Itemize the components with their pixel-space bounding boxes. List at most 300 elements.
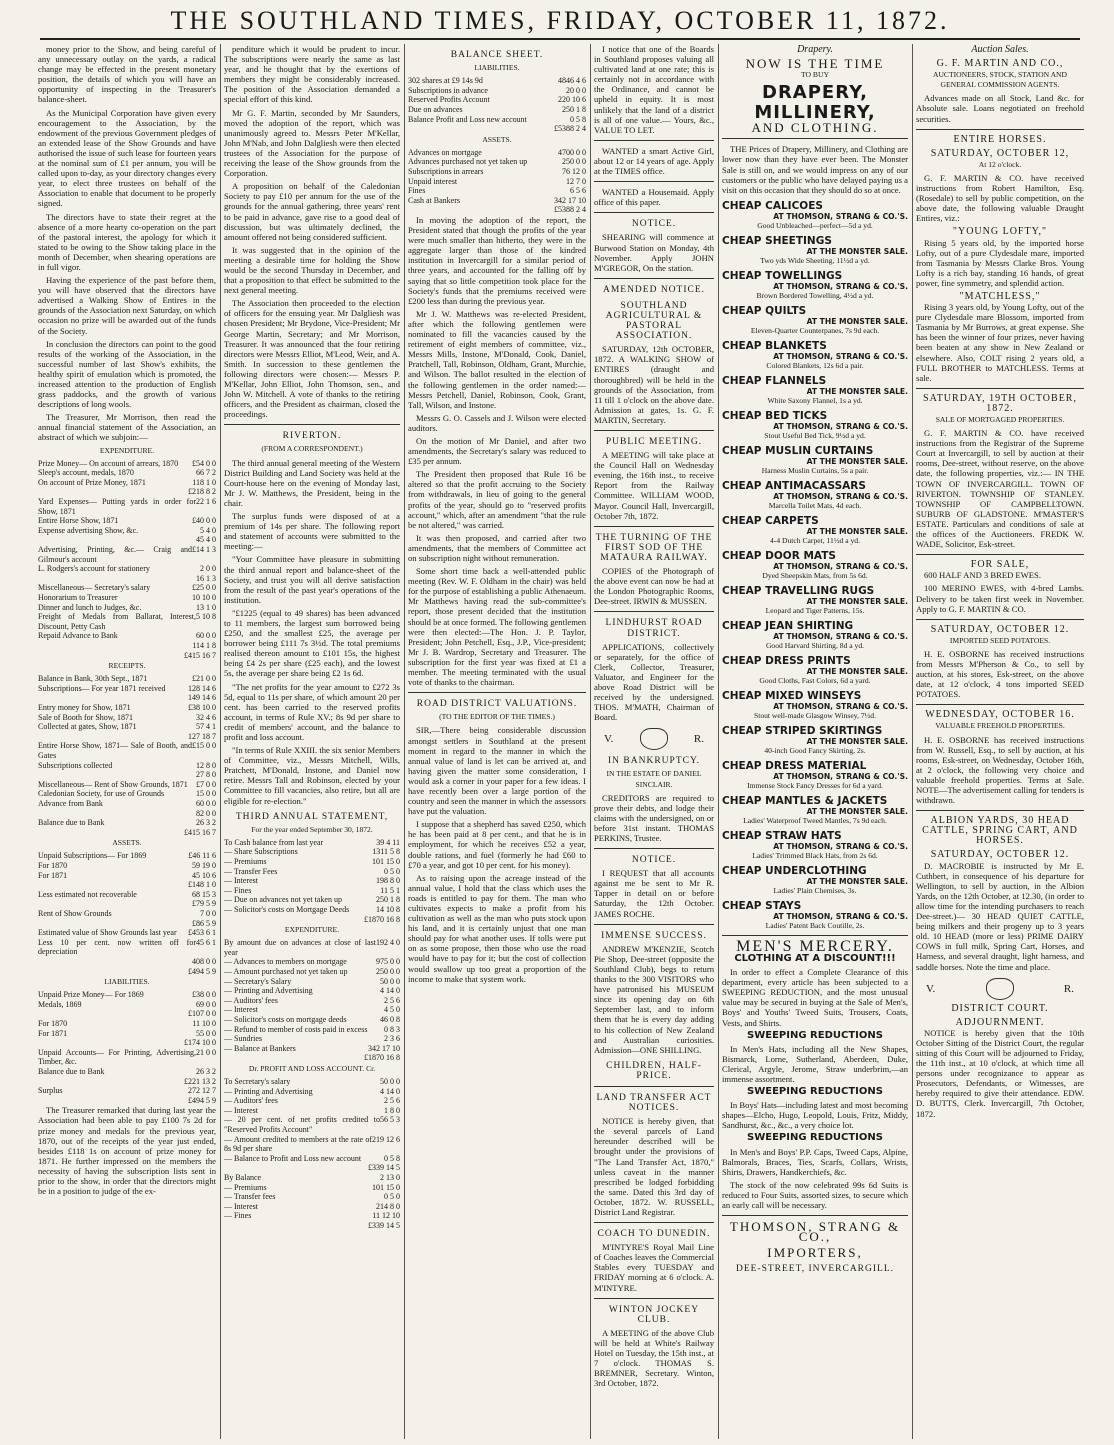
paragraph: The directors have to state their regret at the absence of a more hearty co-operation on the part of the pastoral interest, the apology for which it stated to be owing to the Show taking place in the month of December, when shearing operations are in full vigor.	[38, 211, 216, 272]
sale-time: At 12 o'clock.	[978, 159, 1022, 169]
account-row	[408, 95, 586, 105]
divider	[594, 181, 714, 182]
account-row	[38, 631, 216, 641]
divider	[916, 388, 1084, 389]
account-label: Miscellaneous— Rent of Show Grounds, 1871	[38, 779, 188, 789]
drapery-item-desc: Ladies' Patent Back Coutille, 2s.	[765, 920, 865, 930]
account-label: — Secretary's Salary	[224, 976, 292, 986]
account-row	[38, 478, 216, 488]
account-row	[38, 899, 216, 909]
account-amount: 26 3 2	[196, 818, 216, 828]
account-amount: £174 10 0	[184, 1038, 216, 1048]
assets-table	[38, 851, 216, 976]
treasurer-remarks: The Treasurer remarked that during last year the Association had been able to pay £100 7s 2d for prize money and medals for the previous year, 1870, out of the receipts of the year just ended, besides £118 1s on account of prize money for 1871. He further impressed on the members the necessity of having the subscription lists sent in prior to the show, in order that the directors might be in a position to judge of the ex-	[38, 1105, 216, 1197]
drapery-item-desc: 40-inch Good Fancy Skirting, 2s.	[764, 745, 866, 755]
adjournment-body: NOTICE is hereby given that the 10th October Sitting of the District Court, the regular sitting of this Court will be adjourned to Friday, the 11th inst., at 10 o'clock, at which time all persons under recognizance to appear as Prosecutors, Defendants, or Witnesses, are hereby required to give their attendance. EDW. D. BUTTS, Clerk. Invercargill, 7th October, 1872.	[916, 1027, 1084, 1119]
account-label: — Fines	[224, 885, 252, 895]
importers: IMPORTERS,	[767, 1245, 863, 1261]
children-heading: CHILDREN, HALF-PRICE.	[606, 1060, 702, 1081]
seed-heading: IMPORTED SEED POTATOES.	[949, 635, 1051, 645]
drapery-item-title: CHEAP CARPETS	[722, 514, 819, 527]
notice-heading: NOTICE.	[631, 855, 677, 866]
account-label: By Balance	[224, 1173, 262, 1183]
account-row	[38, 574, 216, 584]
account-row	[224, 1202, 400, 1212]
section-label: Auction Sales.	[971, 44, 1029, 55]
firm-address: DEE-STREET, INVERCARGILL.	[735, 1264, 895, 1275]
drapery-item-title: CHEAP BED TICKS	[722, 409, 828, 422]
drapery-item-where: AT THOMSON, STRANG & CO.'S.	[773, 351, 908, 361]
account-amount: 342 17 10	[368, 1043, 400, 1053]
drapery-item-where: AT THOMSON, STRANG & CO.'S.	[773, 491, 908, 501]
column-rule	[404, 44, 405, 1439]
coat-of-arms-icon	[640, 728, 668, 750]
account-row	[408, 205, 586, 215]
account-label: Subscriptions collected	[38, 760, 113, 770]
account-amount: 198 8 0	[376, 876, 400, 886]
account-row	[38, 684, 216, 694]
jockey-club-heading: WINTON JOCKEY CLUB.	[608, 1304, 700, 1325]
divider	[916, 619, 1084, 620]
account-amount: £339 14 5	[368, 1221, 400, 1230]
jockey-club-body: A MEETING of the above Club will be held at White's Railway Hotel on Tuesday, the 15th inst., at 7 o'clock. THOMAS S. BREMNER, Secretary. Winton, 3rd October, 1872.	[594, 1327, 714, 1389]
drapery-item-desc: Stout Useful Bed Tick, 9½d a yd.	[764, 430, 866, 440]
account-label: — Share Subscriptions	[224, 847, 298, 857]
riverton-subheading: (FROM A CORRESPONDENT.)	[261, 444, 363, 454]
royal-crest: V. R.	[604, 728, 704, 750]
auctioneer-subtitle: AUCTIONEERS, STOCK, STATION AND GENERAL COMMISSION AGENTS.	[932, 70, 1068, 90]
notice-heading: NOTICE.	[631, 219, 677, 230]
drapery-item-desc: Brown Bordered Towelling, 4½d a yd.	[756, 290, 874, 300]
account-row	[38, 497, 216, 516]
account-amount: 250 0 0	[376, 967, 400, 977]
meeting-report-text	[224, 44, 400, 419]
and-clothing: AND CLOTHING.	[751, 120, 879, 136]
account-label: Sale of Booth for Show, 1871	[38, 712, 134, 722]
account-label: — Fines	[224, 1211, 252, 1221]
horses-sale-body: G. F. MARTIN & CO. have received instructions from Robert Hamilton, Esq. (Rosedale) to sell by public competition, on the above date, the following valuable Draught Entires, viz.:	[916, 172, 1084, 224]
account-label: — Amount purchased not yet taken up	[224, 967, 348, 977]
account-label: — Interest	[224, 1105, 258, 1115]
account-row	[38, 1009, 216, 1019]
ewes-600: 600 HALF AND 3 BRED EWES.	[924, 570, 1041, 581]
account-label: Subscriptions in arrears	[408, 167, 484, 177]
account-amount: 0 5 0	[384, 1192, 400, 1202]
divider	[594, 140, 714, 141]
divider	[916, 810, 1084, 811]
sweeping-heading: SWEEPING REDUCTIONS	[747, 1086, 883, 1098]
firm-name: THOMSON, STRANG & CO.,	[729, 1219, 901, 1245]
account-amount: 5 10 8	[196, 612, 216, 622]
account-row	[38, 593, 216, 603]
drapery-item-title: CHEAP MUSLIN CURTAINS	[722, 444, 874, 457]
land-transfer-heading: LAND TRANSFER ACT NOTICES.	[596, 1092, 712, 1114]
account-row	[38, 516, 216, 526]
account-amount: 101 15 0	[372, 857, 400, 867]
account-row	[38, 722, 216, 732]
royal-crest: V. R.	[926, 978, 1074, 1000]
drapery-item-title: CHEAP TOWELLINGS	[722, 269, 843, 282]
account-row	[408, 115, 586, 125]
account-row	[38, 928, 216, 938]
land-transfer-body: NOTICE is hereby given, that the several parcels of Land hereunder described will be brought under the provisions of "The Land Transfer Act, 1870," unless caveat in the manner prescribed be lodged forbidding the same. Dated this 3rd day of October, 1872. W. RUSSELL, District Land Registrar.	[594, 1116, 714, 1217]
account-row	[38, 789, 216, 799]
account-amount: £54 0 0	[192, 458, 216, 468]
bankruptcy-heading: IN BANKRUPTCY.	[608, 756, 700, 767]
account-row	[38, 780, 216, 790]
account-label: Advances on mortgage	[408, 147, 482, 157]
account-label: Repaid Advance to Bank	[38, 631, 118, 641]
account-label: Less 10 per cent. now written off for depreciation	[38, 937, 196, 957]
account-label: For 1871	[38, 870, 68, 880]
letter-end: I notice that one of the Boards in Southland proposes valuing all cultivated land at one rate; this is certainly not in accordance with the Ordinance, and cannot be upheld in equity. It is most unlikely that the land of a district is all of one value.— Yours, &c., VALUE TO LET.	[594, 44, 714, 135]
account-amount: £38 0 0	[192, 990, 216, 1000]
drapery-item-desc: White Saxony Flannel, 1s a yd.	[767, 395, 863, 405]
drapery-item-title: CHEAP DRESS MATERIAL	[722, 759, 867, 772]
account-row	[38, 861, 216, 871]
mortgaged-body: G. F. MARTIN & CO. have received instructions from the Registrar of the Supreme Court at Invercargill, to sell by auction at their rooms, Dee-street, without reserve, on the above date, the following properties, viz.:— IN THE TOWN OF INVERCARGILL. TOWN OF RIVERTON. TOWNSHIP OF STANLEY. TOWNSHIP OF CAMPBELLTOWN. SUBURB OF GLADSTONE. M'MASTER'S ESTATE. Particulars and conditions of sale at the offices of the Auctioneers. FREDK W. WADE, Solicitor, Esk-street.	[916, 428, 1084, 550]
liabilities-heading: LIABILITIES.	[104, 977, 150, 987]
account-amount: 56 5 3	[380, 1115, 400, 1125]
balance-sheet-liabilities	[408, 76, 586, 134]
account-row	[38, 799, 216, 809]
account-row	[224, 1221, 400, 1231]
account-label: — Interest	[224, 1201, 258, 1211]
account-row	[38, 770, 216, 780]
paragraph: As the Municipal Corporation have given every encouragement to the Association, by the endowment of the previous Government pledges of an extended lease of the Show Grounds and have authorised the issue of such lease for fourteen years at the nominal sum of £1 per annum, you will be called upon to-day, as your directory changes every year, to elect three trustees on behalf of the Association to enable that document to be properly signed.	[38, 107, 216, 209]
wanted-ad: WANTED a Housemaid. Apply office of this paper.	[594, 187, 714, 208]
divider	[594, 212, 714, 213]
account-amount: 12 8 0	[196, 760, 216, 770]
account-label: — Amount credited to members at the rate of 8s 9d per share	[224, 1134, 372, 1154]
account-amount: 45 6 1	[196, 937, 216, 947]
paragraph: As to raising upon the acreage instead of the annual value, I hold that the class which uses the roads is entitled to pay for them. The man who cultivates expects to make a profit from his cultivation as well as the man who puts stock upon his land, and it is certainly unjust that one man should pay for what another uses. If tolls were put on as some propose, then those who use the road would have to pay for it; but the cost of collection would swallow up too great a proportion of the income to make that system work.	[408, 872, 586, 984]
expenditure-heading: EXPENDITURE.	[284, 925, 340, 935]
paragraph: Having the experience of the past before them, you will have observed that the directors have advertised a Walking Show of Entires in the grounds of the Association next Saturday, on which occasion no prize will be awarded out of the funds of the Society.	[38, 275, 216, 336]
account-row	[408, 157, 586, 167]
divider	[594, 848, 714, 849]
account-amount: 59 19 0	[192, 861, 216, 870]
column-5	[722, 44, 908, 1439]
account-amount: £86 5 9	[192, 918, 216, 928]
account-row	[38, 459, 216, 469]
account-row	[224, 876, 400, 886]
liabilities-heading: LIABILITIES.	[474, 63, 520, 73]
drapery-item-desc: Eleven-Quarter Counterpanes, 7s 9d each.	[750, 325, 880, 335]
sale-date: SATURDAY, OCTOBER 12.	[930, 623, 1070, 635]
drapery-item-desc: Harness Muslin Curtains, 5s a pair.	[761, 465, 869, 475]
account-amount: 250 1 8	[376, 895, 400, 905]
drapery-item-desc: Good Harvard Shirting, 8d a yd.	[765, 640, 865, 650]
account-amount: 4846 4 6	[558, 76, 586, 86]
drapery-item-title: CHEAP CALICOES	[722, 199, 823, 212]
drapery-item-where: AT THE MONSTER SALE.	[806, 246, 908, 256]
drapery-item-desc: 4-4 Dutch Carpet, 11½d a yd.	[770, 535, 860, 545]
seed-body: H. E. OSBORNE has received instructions from Messrs M'Pherson & Co., to sell by auction, at his stores, Esk-street, on the above date, at 12 o'clock, 4 tons imported SEED POTATOES.	[916, 648, 1084, 700]
account-label: Medals, 1869	[38, 999, 82, 1009]
account-amount: 14 10 8	[376, 905, 400, 914]
paragraph: I suppose that a shepherd has saved £250, which he has been paid at 8 per cent., and that he is in employment, for which he receives £52 a year, double rations, and fuel (formerly he had £60 to £70 a year, and got 10 per cent. for his money).	[408, 819, 586, 870]
riverton-report-text	[408, 215, 586, 687]
account-amount: 127 18 7	[188, 731, 216, 741]
account-amount: 192 4 0	[376, 938, 400, 948]
young-lofty: "YOUNG LOFTY,"	[952, 226, 1048, 238]
account-label: — Balance at Bankers	[224, 1043, 296, 1053]
road-district-body: APPLICATIONS, collectively or separately, for the office of Clerk, Collector, Treasurer, Valuator, and Engineer for the above Road District will be received by the undersigned. THOS. M'MATH, Chairman of Board.	[594, 641, 714, 723]
account-row	[224, 938, 400, 957]
account-label: Unpaid Subscriptions— For 1869	[38, 851, 147, 861]
column-3	[408, 44, 586, 1439]
account-amount: 66 7 2	[196, 468, 216, 478]
account-row	[38, 761, 216, 771]
account-row	[224, 1005, 400, 1015]
account-row	[38, 990, 216, 1000]
drapery-item-desc: Ladies' Waterproof Tweed Mantles, 7s 9d each.	[743, 815, 887, 825]
drapery-item-where: AT THE MONSTER SALE.	[806, 456, 908, 466]
account-label: Rent of Show Grounds	[38, 908, 112, 918]
assets-heading: ASSETS.	[112, 838, 142, 848]
for-sale-heading: FOR SALE,	[970, 559, 1030, 571]
account-label: Expense advertising Show, &c.	[38, 525, 139, 535]
drapery-item-desc: Leopard and Tiger Patterns, 15s.	[765, 605, 865, 615]
account-amount: £46 11 6	[188, 851, 216, 861]
drapery-item-title: CHEAP SHEETINGS	[722, 234, 832, 247]
auctioneer-body: Advances made on all Stock, Land &c. for Absolute sale. Loans negotiated on freehold securities.	[916, 93, 1084, 124]
account-label: To Secretary's salary	[224, 1077, 291, 1087]
profit-loss-table	[224, 1077, 400, 1231]
stock-note: The stock of the now celebrated 99s 6d Suits is reduced to Four Suits, assorted sizes, to secure which an early call will be necessary.	[722, 1179, 908, 1210]
drapery-item-where: AT THOMSON, STRANG & CO.'S.	[773, 561, 908, 571]
column-rule	[718, 44, 719, 1439]
auctioneer-name: G. F. MARTIN AND CO.,	[936, 58, 1064, 70]
account-row	[224, 977, 400, 987]
paragraph: Some short time back a well-attended public meeting (Rev. W. F. Oldham in the chair) was held for the purpose of establishing a public Athenaeum. Mr Matthews having read the sub-committee's report, those present decided that the institution should be at once formed. The following gentlemen were then elected:—The Hon. J. P. Taylor, President; John Petchell, Esq., J.P., Vice-president; Mr J. B. Wardrop, Secretary and Treasurer. The subscription for the first year was fixed at £1 a member. The meeting terminated with the usual vote of thanks to the chairman.	[408, 566, 586, 688]
paragraph: penditure which it would be prudent to incur. The subscriptions were nearly the same as last year, and he thought that by the exertions of members they might be considerably increased. The position of the Association demanded a special effort of this kind.	[224, 44, 400, 105]
account-amount: £21 0 0	[192, 674, 216, 684]
account-amount: 4 14 0	[380, 986, 400, 996]
sweeping-reductions	[722, 1031, 908, 1177]
column-6	[916, 44, 1084, 1439]
paragraph: In conclusion the directors can point to the good results of the working of the Association, in the successful number of last Show's exhibits, the healthy spirit of emulation which is promoted, the increased attention to the production of English grass paddocks, and the growth of various descriptions of long wools.	[38, 338, 216, 410]
account-label: — Refund to member of costs paid in excess	[224, 1024, 368, 1034]
account-row	[224, 1154, 400, 1164]
account-amount: 0 8 3	[384, 1024, 400, 1034]
account-row	[408, 76, 586, 86]
sale-date: WEDNESDAY, OCTOBER 16.	[925, 709, 1075, 721]
account-amount: 69 0 0	[196, 999, 216, 1009]
statement-subheading: For the year ended September 30, 1872.	[251, 824, 373, 834]
coach-body: M'INTYRE'S Royal Mail Line of Coaches leaves the Commercial Stables every TUESDAY and FRIDAY morning at 6 o'clock. A. M'INTYRE.	[594, 1242, 714, 1293]
account-label: Unpaid interest	[408, 176, 458, 186]
drapery-item-where: AT THE MONSTER SALE.	[806, 316, 908, 326]
liabilities-table	[38, 990, 216, 1105]
association-body: SATURDAY, 12th OCTOBER, 1872. A WALKING SHOW of ENTIRES (draught and thoroughbred) will be held in the grounds of the Association, from 11 till 1 o'clock on the above date. Admission at gates, 1s. G. F. MARTIN, Secretary.	[594, 344, 714, 425]
account-amount: 4700 0 0	[558, 147, 586, 157]
account-row	[38, 741, 216, 760]
drapery-item-title: CHEAP UNDERCLOTHING	[722, 864, 867, 877]
account-label: Entry money for Show, 1871	[38, 703, 131, 712]
account-label: Balance in Bank, 30th Sept., 1871	[38, 674, 148, 684]
drapery-item-title: CHEAP JEAN SHIRTING	[722, 619, 854, 632]
account-label: — Interest	[224, 1005, 258, 1015]
account-label: Yard Expenses— Putting yards in order for Show, 1871	[38, 497, 196, 516]
paragraph: It was suggested that in the opinion of the meeting a desirable time for holding the Show would be the second Thursday in December, and that a proposition to that effect be submitted to the next general meeting.	[224, 244, 400, 296]
account-label: Less estimated not recoverable	[38, 889, 137, 899]
account-row	[38, 641, 216, 651]
account-row	[224, 857, 400, 867]
expenditure-table	[38, 459, 216, 660]
account-amount: 13 1 0	[196, 602, 216, 612]
mens-mercery-heading: MEN'S MERCERY.	[736, 937, 894, 955]
account-row	[224, 1192, 400, 1202]
paragraph: The surplus funds were disposed of at a premium of 14s per share. The following report and statement of accounts were submitted to the meeting:—	[224, 511, 400, 552]
drapery-item-where: AT THOMSON, STRANG & CO.'S.	[773, 281, 908, 291]
profit-loss-heading: Dr. PROFIT AND LOSS ACCOUNT. Cr.	[248, 1064, 376, 1073]
account-amount: 21 0 0	[196, 1047, 216, 1057]
account-amount: £1870 16 8	[364, 914, 400, 924]
sale-date: SATURDAY, 19TH OCTOBER, 1872.	[923, 392, 1077, 414]
account-amount: 114 1 8	[192, 640, 216, 650]
drapery-item-desc: Good Cloths, Fast Colors, 6d a yard.	[759, 675, 871, 685]
account-row	[38, 564, 216, 574]
account-label: Collected at gates, Show, 1871	[38, 722, 137, 732]
account-row	[408, 177, 586, 187]
account-label: — Due on advances not yet taken up	[224, 895, 342, 905]
account-amount: 12 7 0	[566, 176, 586, 186]
account-label: — Sundries	[224, 1034, 262, 1044]
balance-sheet-assets	[408, 148, 586, 215]
account-amount: 22 1 6	[196, 497, 216, 507]
albion-heading: ALBION YARDS, 30 HEAD CATTLE, SPRING CART, AND HORSES.	[922, 815, 1078, 847]
column-2	[224, 44, 400, 1439]
account-amount: £415 16 7	[184, 827, 216, 837]
matchless-body: Rising 3 years old, by Young Lofty, out of the pure Clydesdale mare Blossom, imported from Tasmania by Mr Burrows, at great expense. She has been the winner of four prizes, never having been beaten at any show in New Zealand or elsewhere. Also, COLT rising 2 years old, a FULL BROTHER to MATCHLESS. Terms at sale.	[916, 302, 1084, 383]
association-heading: SOUTHLAND AGRICULTURAL & PASTORAL ASSOCIATION.	[605, 300, 703, 342]
bankruptcy-subheading: IN THE ESTATE OF DANIEL SINCLAIR.	[606, 769, 702, 789]
railway-body: COPIES of the Photograph of the above event can now be had at the London Photographic Rooms, Dee-street. IRWIN & MUSSEN.	[594, 566, 714, 607]
account-row	[38, 1038, 216, 1048]
column-rule	[912, 44, 913, 1439]
account-row	[38, 703, 216, 713]
paragraph: A proposition on behalf of the Caledonian Society to pay £10 per annum for the use of the grounds for the annual gathering, three years' rent to be paid in advance, gave rise to a good deal of discussion, but was ultimately declined, the amount offered not being considered sufficient.	[224, 181, 400, 242]
account-row	[38, 909, 216, 919]
column-rule	[590, 44, 591, 1439]
account-label: On account of Prize Money, 1871	[38, 477, 146, 487]
ewes-100: 100 MERINO EWES, with 4-bred Lambs. Delivery to be taken first week in November. Apply to G. F. MARTIN & CO.	[916, 583, 1084, 614]
sweeping-body: In Men's Hats, including all the New Shapes, Bismarck, Lorne, Sutherland, Aberdeen, Duke, Clerical, Argyle, Jerome, Straw underbrim,—an immense assortment.	[722, 1043, 908, 1084]
account-label: Honorarium to Treasurer	[38, 592, 118, 602]
account-amount: 50 0 0	[380, 1077, 400, 1087]
account-amount: 16 1 3	[196, 573, 216, 583]
account-row	[224, 1096, 400, 1106]
drapery-title: DRAPERY, MILLINERY,	[754, 82, 876, 124]
account-amount: 2 13 0	[380, 1173, 400, 1183]
account-label: — Transfer Fees	[224, 866, 278, 876]
drapery-item-where: AT THOMSON, STRANG & CO.'S.	[773, 841, 908, 851]
account-row	[38, 967, 216, 977]
account-amount: 76 12 0	[562, 167, 586, 177]
paragraph: The Association then proceeded to the election of officers for the ensuing year. Mr Dalgliesh was chosen President; Mr Brydone, Vice-President; Mr George Martin, Secretary; and Mr Morrison, Treasurer. It was announced that the four retiring directors were Messrs Elliot, M'Leod, Weir, and A. Smith. In succession to these gentlemen the following directors were chosen:— Messrs P. M'Kellar, John Elliot, John Thomson, sen., and John W. Mitchell. A vote of thanks to the retiring officers, and the President as chairman, closed the proceedings.	[224, 298, 400, 420]
account-amount: £14 1 3	[192, 545, 216, 554]
account-label: For 1870	[38, 861, 68, 870]
account-amount: 39 4 11	[376, 837, 400, 847]
paragraph: On the motion of Mr Daniel, and after two amendments, the Secretary's salary was reduced to £35 per annum.	[408, 435, 586, 467]
discount-heading: CLOTHING AT A DISCOUNT!!!	[734, 952, 896, 964]
account-amount: £218 8 2	[188, 487, 216, 497]
account-label: — Premiums	[224, 857, 267, 867]
account-label: Advance from Bank	[38, 798, 103, 808]
drapery-intro: THE Prices of Drapery, Millinery, and Clothing are lower now than they have ever been. The Monster Sale is still on, and we would impress on any of our customers or the public who have delayed paying us a visit on this occasion that they should do so at once.	[722, 144, 908, 195]
account-amount: £15 0 0	[192, 741, 216, 751]
account-row	[224, 1044, 400, 1054]
account-row	[38, 468, 216, 478]
account-amount: 975 0 0	[376, 957, 400, 967]
sweeping-heading: SWEEPING REDUCTIONS	[747, 1132, 883, 1144]
drapery-item-desc: Two yds Wide Sheeting, 11½d a yd.	[760, 255, 870, 265]
receipts-heading: RECEIPTS.	[108, 661, 146, 671]
road-valuations-heading: ROAD DISTRICT VALUATIONS.	[416, 699, 578, 710]
riverton-text	[224, 458, 400, 806]
account-row	[408, 148, 586, 158]
account-row	[224, 1211, 400, 1221]
now-is-the-time: NOW IS THE TIME	[745, 56, 885, 72]
coach-heading: COACH TO DUNEDIN.	[597, 1229, 711, 1240]
account-amount: 2 0 0	[200, 564, 216, 574]
account-row	[224, 986, 400, 996]
account-label: — Interest	[224, 876, 258, 886]
account-row	[38, 818, 216, 828]
account-amount: 60 0 0	[196, 798, 216, 808]
account-amount: £38 10 0	[188, 703, 216, 712]
account-row	[38, 583, 216, 593]
drapery-item-title: CHEAP DRESS PRINTS	[722, 654, 851, 667]
drapery-item-desc: Ladies' Plain Chemises, 3s.	[773, 885, 857, 895]
drapery-item-title: CHEAP MIXED WINSEYS	[722, 689, 862, 702]
sweeping-heading: SWEEPING REDUCTIONS	[747, 1029, 883, 1041]
account-label: Dinner and lunch to Judges, &c.	[38, 602, 142, 612]
account-label: — Solicitor's costs on mortgage deeds	[224, 1015, 347, 1025]
paragraph: Mr J. W. Matthews was re-elected President, after which the following gentlemen were nominated to fill the vacancies caused by the retirement of eight members of committee, viz., Messrs Mills, Instone, M'Donald, Cook, Daniel, Pratchell, Tall, Robinson, Oldham, Grant, Murchie, and Wilson. The ballot resulted in the election of the following gentlemen in the order named:—Messrs Petchell, Daniel, Robinson, Cook, Grant, Tall, Wilson, and Instone.	[408, 308, 586, 410]
drapery-item-title: CHEAP ANTIMACASSARS	[722, 479, 866, 492]
statement-heading: THIRD ANNUAL STATEMENT,	[235, 811, 389, 822]
account-row	[38, 1067, 216, 1077]
divider	[594, 1222, 714, 1223]
account-amount: 50 0 0	[380, 976, 400, 986]
account-row	[224, 1077, 400, 1087]
account-amount: 0 5 8	[384, 1153, 400, 1163]
immense-success-heading: IMMENSE SUCCESS.	[601, 930, 707, 941]
divider	[594, 430, 714, 431]
account-row	[38, 1048, 216, 1067]
account-amount: 4 5 0	[384, 1005, 400, 1015]
mortgaged-heading: SALE OF MORTGAGED PROPERTIES.	[935, 415, 1065, 424]
account-row	[224, 847, 400, 857]
account-row	[224, 1173, 400, 1183]
account-label: Subscriptions— For year 1871 received	[38, 683, 166, 693]
account-label: Entire Horse Show, 1871	[38, 516, 119, 526]
entire-horses-heading: ENTIRE HORSES.	[953, 133, 1047, 145]
account-row	[408, 86, 586, 96]
account-amount: 2 5 6	[384, 995, 400, 1005]
divider	[722, 1215, 908, 1216]
account-label: Sleep's account, medals, 1870	[38, 468, 134, 478]
account-row	[38, 828, 216, 838]
account-row	[38, 809, 216, 819]
account-row	[224, 1183, 400, 1193]
account-row	[38, 1019, 216, 1029]
account-amount: 15 0 0	[196, 789, 216, 799]
account-amount: 27 8 0	[196, 770, 216, 780]
